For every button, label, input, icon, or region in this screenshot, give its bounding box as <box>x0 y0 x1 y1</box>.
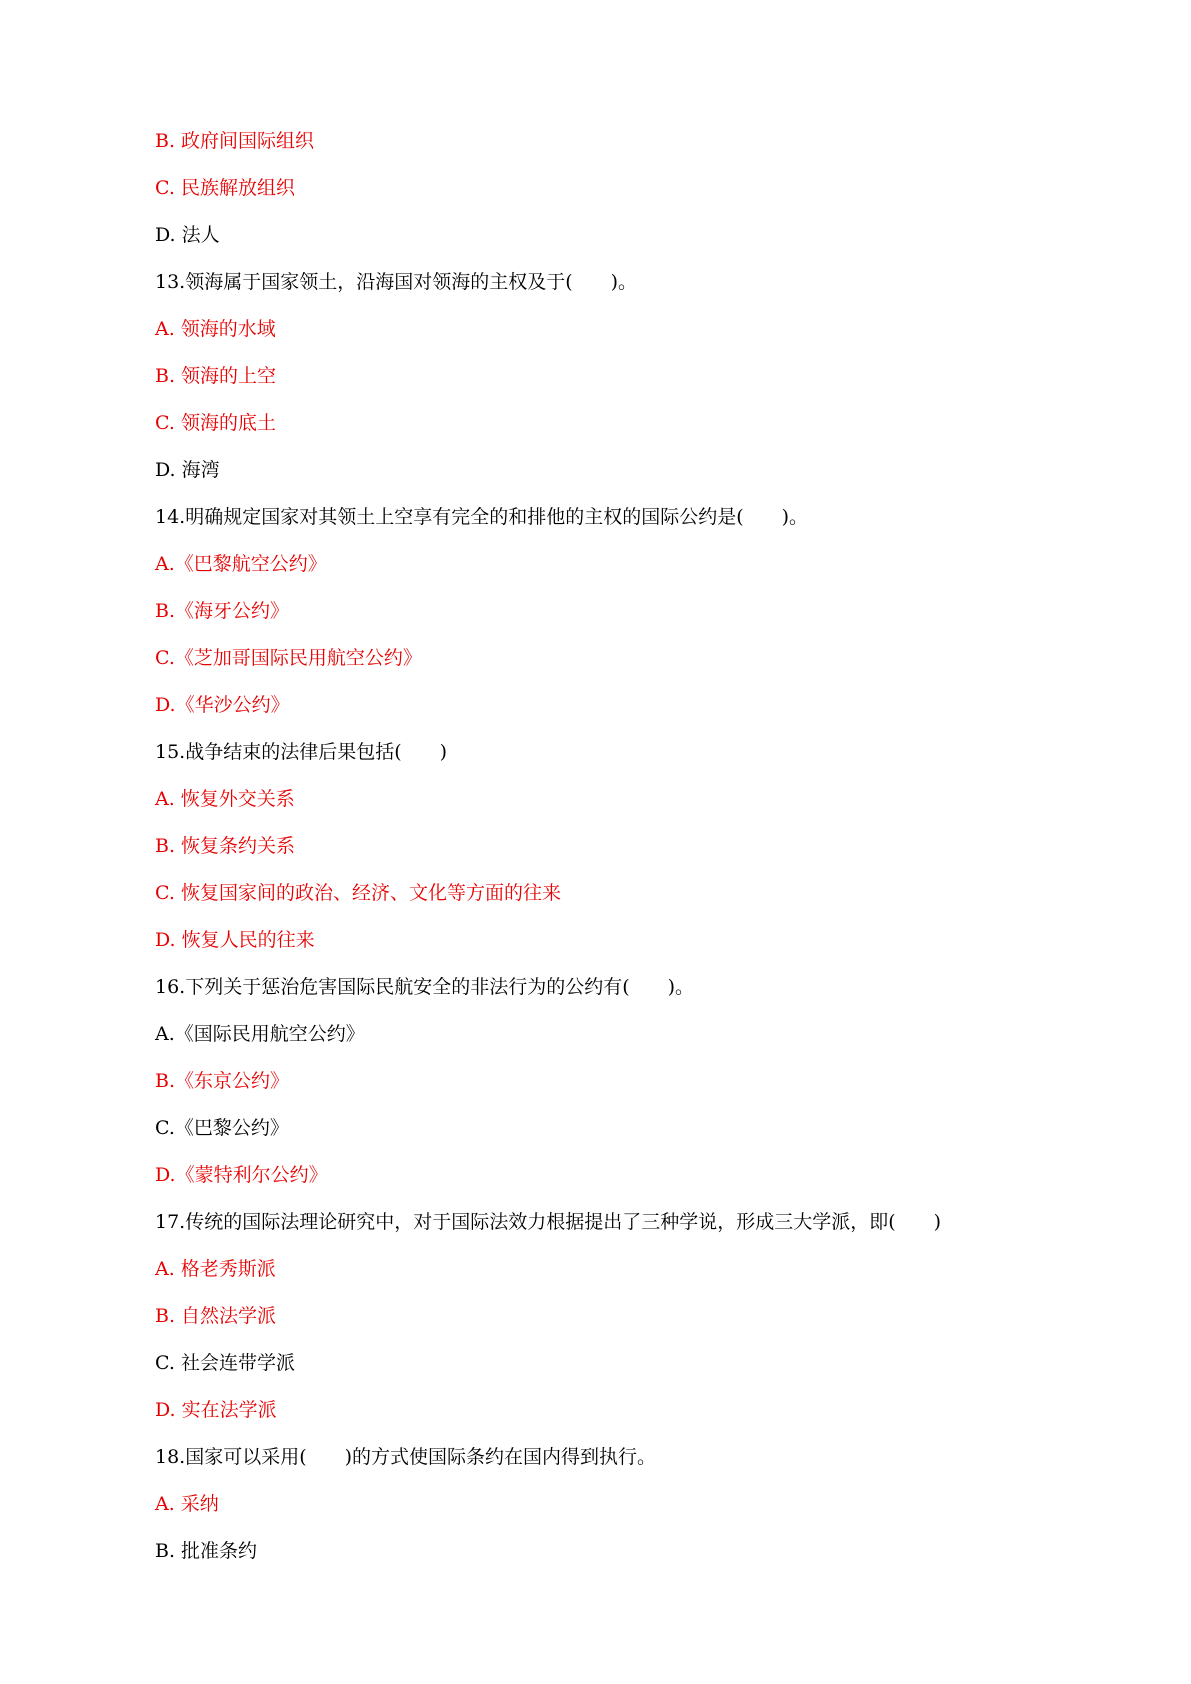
option-line: D. 实在法学派 <box>155 1399 277 1421</box>
option-line: B. 自然法学派 <box>155 1305 277 1327</box>
option-line: B. 恢复条约关系 <box>155 835 296 857</box>
option-line: D.《蒙特利尔公约》 <box>155 1164 328 1186</box>
option-line: A.《巴黎航空公约》 <box>155 553 327 575</box>
option-line: B. 领海的上空 <box>155 365 277 387</box>
option-line: B.《海牙公约》 <box>155 600 290 622</box>
question-line: 16.下列关于惩治危害国际民航安全的非法行为的公约有( )。 <box>155 976 695 998</box>
option-line: D. 海湾 <box>155 459 220 481</box>
option-line: C. 社会连带学派 <box>155 1352 295 1374</box>
question-line: 14.明确规定国家对其领土上空享有完全的和排他的主权的国际公约是( )。 <box>155 506 809 528</box>
option-line: C.《芝加哥国际民用航空公约》 <box>155 647 422 669</box>
option-line: C. 领海的底土 <box>155 412 276 434</box>
option-line: D. 恢复人民的往来 <box>155 929 315 951</box>
option-line: A. 恢复外交关系 <box>155 788 295 810</box>
option-line: D.《华沙公约》 <box>155 694 290 716</box>
option-line: C.《巴黎公约》 <box>155 1117 289 1139</box>
option-line: A.《国际民用航空公约》 <box>155 1023 365 1045</box>
question-line: 15.战争结束的法律后果包括( ) <box>155 741 448 763</box>
option-line: A. 领海的水域 <box>155 318 276 340</box>
question-line: 17.传统的国际法理论研究中，对于国际法效力根据提出了三种学说，形成三大学派，即( ) <box>155 1211 942 1233</box>
exam-page <box>155 118 1105 1575</box>
option-line: C. 恢复国家间的政治、经济、文化等方面的往来 <box>155 882 561 904</box>
option-line: A. 采纳 <box>155 1493 219 1515</box>
option-line: C. 民族解放组织 <box>155 177 295 199</box>
question-line: 18.国家可以采用( )的方式使国际条约在国内得到执行。 <box>155 1446 657 1468</box>
option-line: A. 格老秀斯派 <box>155 1258 276 1280</box>
question-line: 13.领海属于国家领土，沿海国对领海的主权及于( )。 <box>155 271 638 293</box>
option-line: B. 批准条约 <box>155 1540 258 1562</box>
option-line: B.《东京公约》 <box>155 1070 290 1092</box>
option-line: B. 政府间国际组织 <box>155 130 315 152</box>
option-line: D. 法人 <box>155 224 220 246</box>
